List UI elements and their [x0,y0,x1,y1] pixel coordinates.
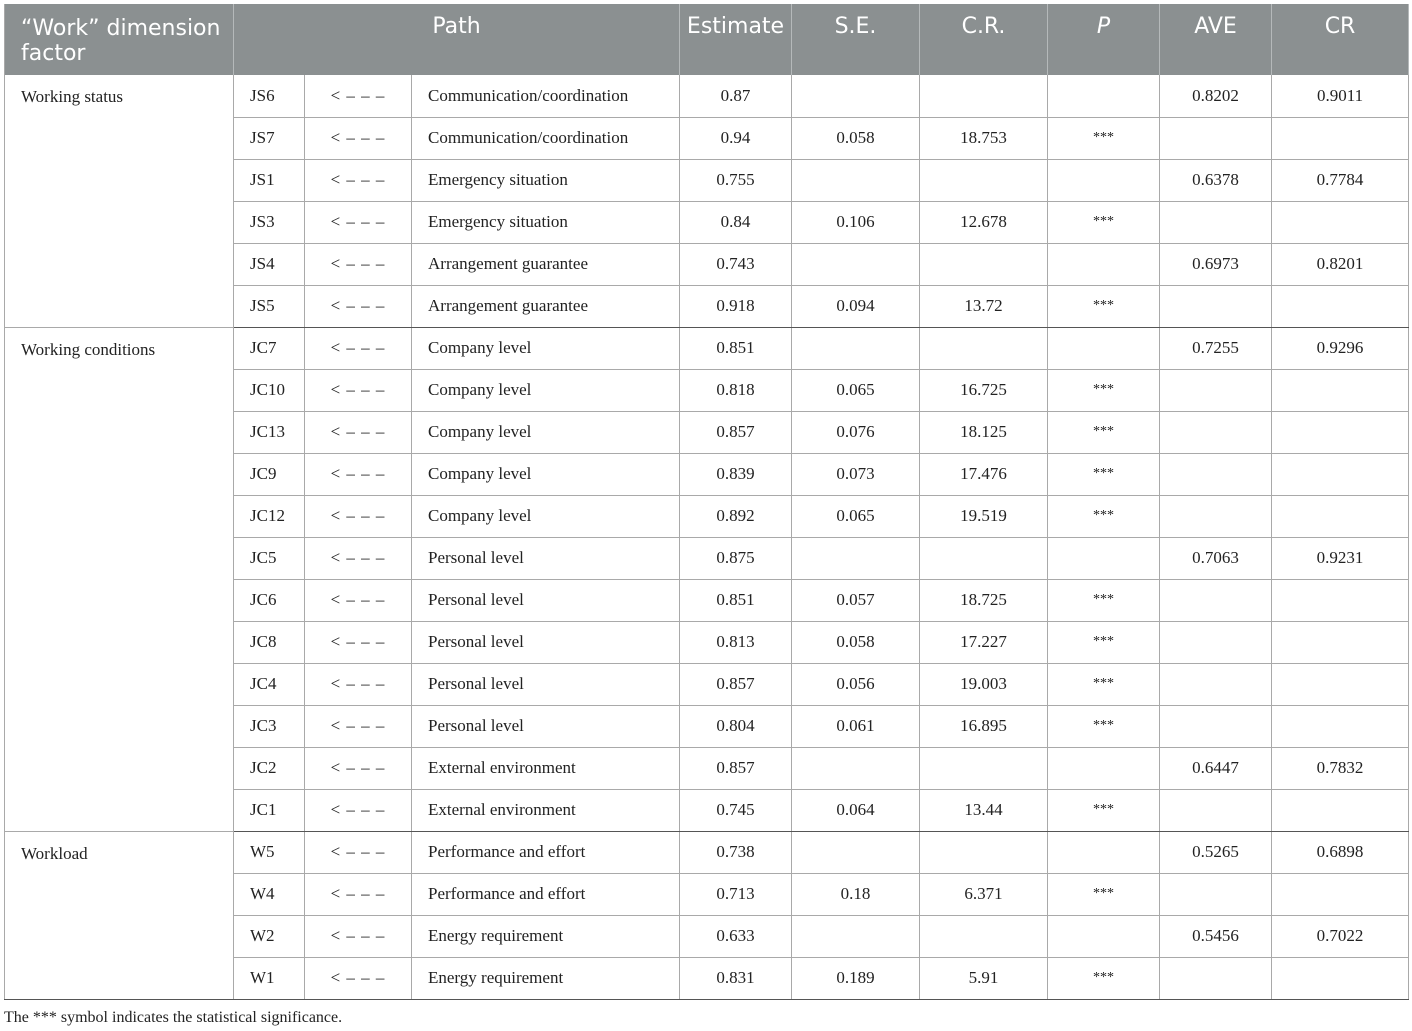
latent-factor-cell: External environment [412,789,680,831]
latent-factor-cell: Personal level [412,621,680,663]
ave-cell [1160,705,1272,747]
path-arrow: < – – – [305,747,412,789]
item-cell: JC13 [234,411,305,453]
se-cell [792,159,920,201]
cr-value-cell: 18.725 [920,579,1048,621]
cr-cell [1272,117,1409,159]
estimate-cell: 0.918 [680,285,792,327]
cr-value-cell [920,327,1048,369]
ave-cell: 0.5265 [1160,831,1272,873]
ave-cell [1160,201,1272,243]
estimate-cell: 0.84 [680,201,792,243]
ave-cell [1160,285,1272,327]
cr-value-cell [920,159,1048,201]
cr-cell [1272,579,1409,621]
cr-cell: 0.9011 [1272,75,1409,117]
path-arrow: < – – – [305,117,412,159]
cr-value-cell: 19.519 [920,495,1048,537]
cr-value-cell [920,747,1048,789]
group-name: Working conditions [5,327,234,831]
estimate-cell: 0.755 [680,159,792,201]
cr-cell [1272,789,1409,831]
path-arrow: < – – – [305,831,412,873]
se-cell [792,537,920,579]
cr-value-cell [920,75,1048,117]
item-cell: JC7 [234,327,305,369]
ave-cell: 0.6378 [1160,159,1272,201]
estimate-cell: 0.892 [680,495,792,537]
estimate-cell: 0.875 [680,537,792,579]
estimate-cell: 0.813 [680,621,792,663]
group-name: Workload [5,831,234,999]
cr-value-cell [920,915,1048,957]
ave-cell: 0.6973 [1160,243,1272,285]
ave-cell: 0.8202 [1160,75,1272,117]
se-cell: 0.065 [792,369,920,411]
path-arrow: < – – – [305,915,412,957]
cr-value-cell: 18.125 [920,411,1048,453]
cr-value-cell: 17.476 [920,453,1048,495]
header-p: P [1048,4,1160,75]
ave-cell: 0.7255 [1160,327,1272,369]
path-arrow: < – – – [305,705,412,747]
ave-cell [1160,873,1272,915]
ave-cell [1160,369,1272,411]
cr-value-cell: 18.753 [920,117,1048,159]
path-arrow: < – – – [305,663,412,705]
estimate-cell: 0.738 [680,831,792,873]
cr-value-cell: 12.678 [920,201,1048,243]
p-cell: *** [1048,117,1160,159]
ave-cell [1160,621,1272,663]
p-cell [1048,537,1160,579]
table-row [5,831,1409,873]
p-cell [1048,243,1160,285]
se-cell: 0.073 [792,453,920,495]
estimate-cell: 0.633 [680,915,792,957]
ave-cell: 0.7063 [1160,537,1272,579]
p-cell: *** [1048,663,1160,705]
p-cell [1048,159,1160,201]
estimate-cell: 0.94 [680,117,792,159]
latent-factor-cell: Energy requirement [412,957,680,999]
item-cell: JC1 [234,789,305,831]
latent-factor-cell: Communication/coordination [412,75,680,117]
cr-value-cell [920,243,1048,285]
p-cell: *** [1048,369,1160,411]
header-cr: CR [1272,4,1409,75]
se-cell: 0.064 [792,789,920,831]
estimate-cell: 0.745 [680,789,792,831]
path-arrow: < – – – [305,243,412,285]
item-cell: JC5 [234,537,305,579]
p-cell [1048,747,1160,789]
p-cell [1048,831,1160,873]
cr-cell: 0.9231 [1272,537,1409,579]
ave-cell [1160,579,1272,621]
estimate-cell: 0.857 [680,747,792,789]
item-cell: JC10 [234,369,305,411]
footnote: The *** symbol indicates the statistical significance. [4,1009,343,1026]
cr-value-cell: 19.003 [920,663,1048,705]
item-cell: JS7 [234,117,305,159]
cr-cell: 0.7832 [1272,747,1409,789]
latent-factor-cell: Emergency situation [412,201,680,243]
item-cell: JS3 [234,201,305,243]
se-cell [792,747,920,789]
se-cell: 0.058 [792,117,920,159]
p-cell [1048,915,1160,957]
header-ave: AVE [1160,4,1272,75]
path-arrow: < – – – [305,957,412,999]
se-cell: 0.094 [792,285,920,327]
cr-cell [1272,663,1409,705]
item-cell: JC2 [234,747,305,789]
item-cell: JC9 [234,453,305,495]
ave-cell [1160,495,1272,537]
cr-cell [1272,621,1409,663]
estimate-cell: 0.851 [680,579,792,621]
item-cell: W1 [234,957,305,999]
latent-factor-cell: Performance and effort [412,873,680,915]
item-cell: W5 [234,831,305,873]
se-cell: 0.057 [792,579,920,621]
table-row [5,327,1409,369]
item-cell: JC4 [234,663,305,705]
se-cell [792,243,920,285]
latent-factor-cell: Company level [412,495,680,537]
cr-cell: 0.8201 [1272,243,1409,285]
p-cell: *** [1048,285,1160,327]
latent-factor-cell: Personal level [412,705,680,747]
cr-value-cell: 16.725 [920,369,1048,411]
latent-factor-cell: Emergency situation [412,159,680,201]
path-arrow: < – – – [305,327,412,369]
latent-factor-cell: Personal level [412,663,680,705]
p-cell: *** [1048,789,1160,831]
latent-factor-cell: Personal level [412,579,680,621]
estimate-cell: 0.857 [680,411,792,453]
item-cell: JC3 [234,705,305,747]
cr-value-cell: 6.371 [920,873,1048,915]
path-arrow: < – – – [305,201,412,243]
cr-cell [1272,873,1409,915]
cr-cell [1272,411,1409,453]
se-cell: 0.076 [792,411,920,453]
latent-factor-cell: Performance and effort [412,831,680,873]
table-body [5,75,1409,999]
table-container [4,4,1408,1000]
ave-cell [1160,453,1272,495]
latent-factor-cell: Arrangement guarantee [412,285,680,327]
cr-value-cell: 17.227 [920,621,1048,663]
path-arrow: < – – – [305,579,412,621]
item-cell: W2 [234,915,305,957]
latent-factor-cell: Company level [412,369,680,411]
cr-value-cell: 13.44 [920,789,1048,831]
item-cell: JS5 [234,285,305,327]
estimate-cell: 0.851 [680,327,792,369]
item-cell: W4 [234,873,305,915]
item-cell: JC8 [234,621,305,663]
table-row [5,75,1409,117]
p-cell: *** [1048,201,1160,243]
ave-cell [1160,957,1272,999]
item-cell: JS4 [234,243,305,285]
path-arrow: < – – – [305,453,412,495]
latent-factor-cell: Personal level [412,537,680,579]
path-arrow: < – – – [305,75,412,117]
se-cell [792,831,920,873]
se-cell: 0.058 [792,621,920,663]
se-cell: 0.106 [792,201,920,243]
cr-cell [1272,453,1409,495]
latent-factor-cell: Energy requirement [412,915,680,957]
item-cell: JC6 [234,579,305,621]
latent-factor-cell: Company level [412,327,680,369]
header-se: S.E. [792,4,920,75]
cr-cell [1272,495,1409,537]
cr-value-cell: 16.895 [920,705,1048,747]
cr-cell: 0.9296 [1272,327,1409,369]
path-arrow: < – – – [305,621,412,663]
latent-factor-cell: Communication/coordination [412,117,680,159]
estimate-cell: 0.804 [680,705,792,747]
estimate-cell: 0.818 [680,369,792,411]
ave-cell: 0.5456 [1160,915,1272,957]
cr-cell [1272,285,1409,327]
path-arrow: < – – – [305,495,412,537]
cr-cell [1272,705,1409,747]
latent-factor-cell: Company level [412,453,680,495]
ave-cell [1160,411,1272,453]
latent-factor-cell: Arrangement guarantee [412,243,680,285]
item-cell: JS6 [234,75,305,117]
path-arrow: < – – – [305,285,412,327]
estimate-cell: 0.839 [680,453,792,495]
p-cell: *** [1048,705,1160,747]
path-arrow: < – – – [305,873,412,915]
p-cell: *** [1048,453,1160,495]
ave-cell [1160,117,1272,159]
item-cell: JC12 [234,495,305,537]
cr-cell: 0.7022 [1272,915,1409,957]
se-cell [792,75,920,117]
latent-factor-cell: External environment [412,747,680,789]
p-cell [1048,75,1160,117]
latent-factor-cell: Company level [412,411,680,453]
se-cell: 0.189 [792,957,920,999]
p-cell [1048,327,1160,369]
p-cell: *** [1048,579,1160,621]
path-arrow: < – – – [305,411,412,453]
estimate-cell: 0.87 [680,75,792,117]
item-cell: JS1 [234,159,305,201]
header-row [5,4,1409,75]
p-cell: *** [1048,495,1160,537]
path-arrow: < – – – [305,369,412,411]
header-cr-value: C.R. [920,4,1048,75]
path-arrow: < – – – [305,537,412,579]
estimate-cell: 0.713 [680,873,792,915]
path-arrow: < – – – [305,789,412,831]
cr-value-cell [920,831,1048,873]
cr-cell: 0.6898 [1272,831,1409,873]
group-name: Working status [5,75,234,327]
p-cell: *** [1048,411,1160,453]
se-cell: 0.18 [792,873,920,915]
header-estimate: Estimate [680,4,792,75]
cr-cell [1272,369,1409,411]
cr-value-cell: 5.91 [920,957,1048,999]
ave-cell [1160,789,1272,831]
estimate-cell: 0.743 [680,243,792,285]
cr-cell: 0.7784 [1272,159,1409,201]
p-cell: *** [1048,957,1160,999]
se-cell: 0.061 [792,705,920,747]
header-path: Path [234,4,680,75]
header-factor: “Work” dimension factor [5,4,234,75]
ave-cell [1160,663,1272,705]
cr-cell [1272,957,1409,999]
p-cell: *** [1048,873,1160,915]
estimate-cell: 0.831 [680,957,792,999]
cfa-table [4,4,1409,1000]
ave-cell: 0.6447 [1160,747,1272,789]
se-cell [792,915,920,957]
se-cell: 0.056 [792,663,920,705]
se-cell [792,327,920,369]
cr-cell [1272,201,1409,243]
cr-value-cell: 13.72 [920,285,1048,327]
p-cell: *** [1048,621,1160,663]
se-cell: 0.065 [792,495,920,537]
cr-value-cell [920,537,1048,579]
path-arrow: < – – – [305,159,412,201]
estimate-cell: 0.857 [680,663,792,705]
